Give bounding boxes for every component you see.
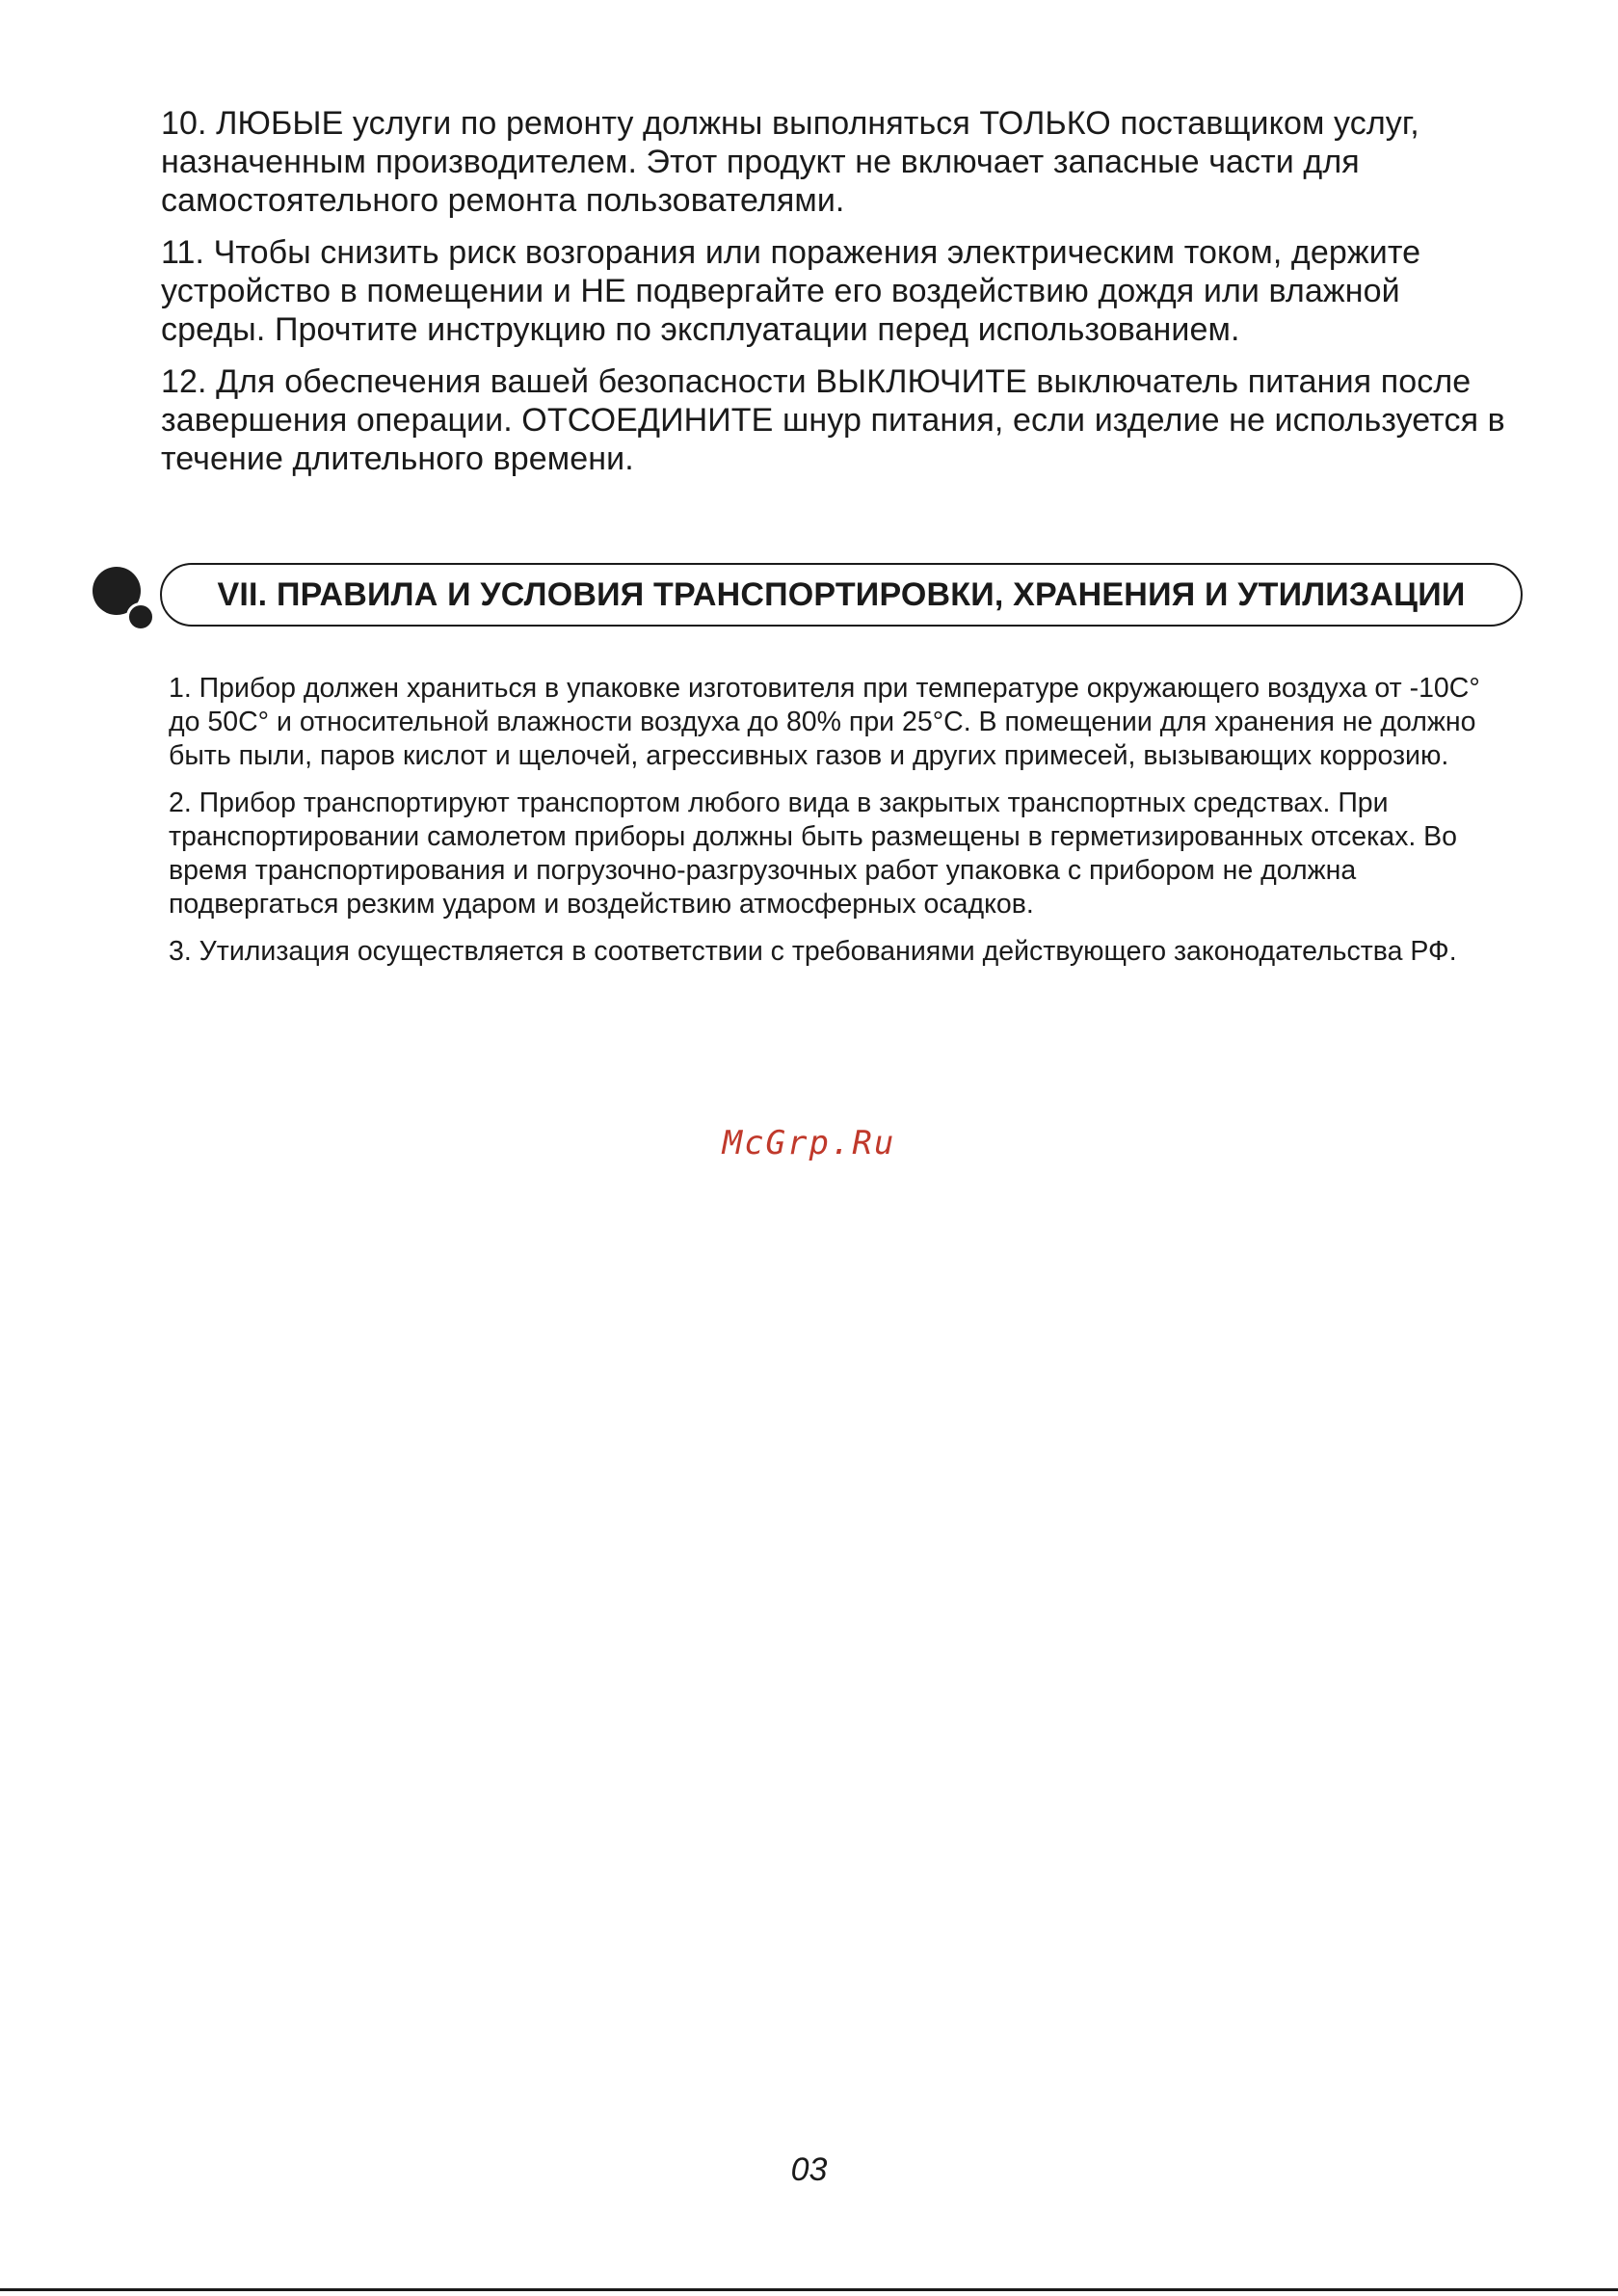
list-item: 12. Для обеспечения вашей безопасности ВЫКЛЮЧИТЕ выключатель питания после завершения операции. ОТСОЕДИНИТЕ шнур питания, если изделие не используется в течение длительного времени. <box>161 363 1505 477</box>
page-number: 03 <box>790 2151 828 2188</box>
list-item: 1. Прибор должен храниться в упаковке изготовителя при температуре окружающего воздуха от -10С° до 50С° и относительной влажности воздуха до 80% при 25°С. В помещении для хранения не должно быть пыли, паров кислот и щелочей, агрессивных газов и других примесей, вызывающих коррозию. <box>169 673 1480 771</box>
watermark: McGrp.Ru <box>722 1124 896 1162</box>
section-header <box>89 561 1525 630</box>
section-body <box>169 672 1518 982</box>
list-item: 10. ЛЮБЫЕ услуги по ремонту должны выполняться ТОЛЬКО поставщиком услуг, назначенным производителем. Этот продукт не включает запасные части для самостоятельного ремонта пользователями. <box>161 105 1419 219</box>
bullet-dot-small-icon <box>126 602 155 631</box>
list-item: 11. Чтобы снизить риск возгорания или поражения электрическим током, держите устройство в помещении и НЕ подвергайте его воздействию дождя или влажной среды. Прочтите инструкцию по эксплуатации перед использованием. <box>161 234 1421 348</box>
section-title: VII. ПРАВИЛА И УСЛОВИЯ ТРАНСПОРТИРОВКИ, ХРАНЕНИЯ И УТИЛИЗАЦИИ <box>217 575 1466 613</box>
list-item: 3. Утилизация осуществляется в соответствии с требованиями действующего законодательства РФ. <box>169 936 1457 967</box>
section-title-pill <box>160 563 1523 627</box>
list-item: 2. Прибор транспортируют транспортом любого вида в закрытых транспортных средствах. При транспортировании самолетом приборы должны быть размещены в герметизированных отсеках. Во время транспортирования и погрузочно-разгрузочных работ упаковка с прибором не должна подвергаться резким ударом и воздействию атмосферных осадков. <box>169 788 1458 920</box>
bottom-divider <box>0 2288 1618 2291</box>
intro-list <box>161 104 1510 492</box>
